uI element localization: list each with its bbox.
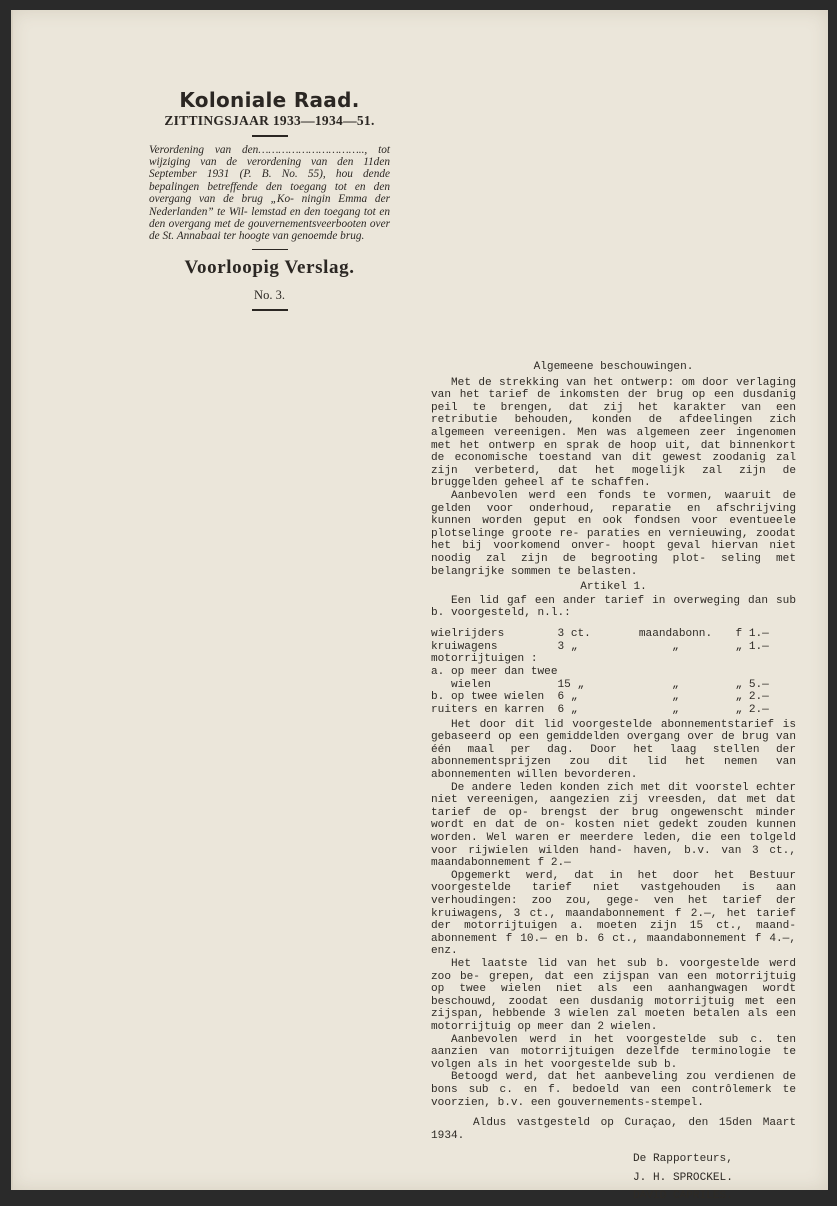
signature-line: DAVID CAPRILES. [633,1190,733,1203]
rate-table [431,628,796,717]
document-page [11,10,828,1203]
rate-fee [728,653,797,666]
session-year: ZITTINGSJAAR 1933—1934—51. [164,113,375,128]
rate-price: 15 „ [557,678,585,691]
paragraph: Het door dit lid voorgestelde abonnementstarief is gebaseerd op een gemiddelden overgang over de brug van één maal per dag. Door het laag stellen der abonnementsprijzen zou dit lid het nemen van abonnementen willen bevorderen. [431,718,796,782]
rate-fee: f 1.— [735,627,769,640]
council-title: Koloniale Raad. [179,88,360,112]
document-header [147,88,392,318]
rate-item: b. op twee wielen [431,691,545,704]
closing-line: Aldus vastgesteld op Curaçao, den 15den Maart 1934. [431,1117,796,1142]
rate-row [431,641,796,654]
rate-price: 3 „ [557,640,578,653]
rate-period: maandabonn. [638,627,713,640]
rate-price [558,653,624,666]
paragraph: Opgemerkt werd, dat in het door het Bestuur voorgestelde tarief niet vastgehouden is aan verhoudingen: zoo zou, gege- ven het tarief der kruiwagens, 3 ct., maandabonnement f 2.—, het tarief der motorrijtuigen a. moeten zijn 15 ct., maand- abonnement f 10.— en b. 6 ct., maandabonnement f 4.—, enz. [431,869,796,958]
rate-row [431,679,796,692]
paragraph: Aanbevolen werd een fonds te vormen, waaruit de gelden voor onderhoud, reparatie en afschrijving kunnen worden geput en ook fondsen voor eventueele plotselinge groote re- paraties en vernieuwing, zoodat het bij voorkomend onver- hoopt geval hiervan niet noodig zal zijn de begrooting plot- seling met belangrijke sommen te belasten. [431,489,796,578]
rate-row [431,691,796,704]
rate-price: 6 „ [557,691,578,704]
page-fold [11,10,13,1190]
rate-fee: „ 2.— [735,691,769,704]
rate-price: 6 „ [557,704,578,716]
rate-period: „ [672,678,679,691]
rate-period [624,666,728,679]
section-heading: Algemeene beschouwingen. [533,361,694,373]
rate-period: „ [672,704,679,716]
report-title: Voorloopig Verslag. [184,257,355,279]
report-number: No. 3. [254,288,285,303]
paragraph: Aanbevolen werd in het voorgestelde sub c. ten aanzien van motorrijtuigen dezelfde terminologie te volgen als in het voorgestelde sub b. [431,1033,796,1071]
rate-item: ruiters en karren [431,704,545,716]
signature-line: J. H. SPROCKEL. [633,1171,733,1184]
divider [252,249,288,251]
paragraph: De andere leden konden zich met dit voorstel echter niet vereenigen, aangezien zij vreesden, dat met dat tarief de op- brengst der brug ongewenscht minder wordt en dat de on- kosten niet gedekt zouden kunnen worden. Wel waren er meerdere leden, die een tolgeld voor rijwielen wilden hand- haven, b.v. van 3 ct., maandabonnement f 2.— [431,781,796,870]
rate-fee: „ 5.— [735,678,769,691]
article-heading: Artikel 1. [580,581,647,594]
report-body [431,361,796,1206]
signature-block [633,1150,796,1206]
rate-fee: „ 2.— [735,704,769,716]
rate-period: „ [672,691,679,704]
rate-price: 3 ct. [557,627,591,640]
rate-row [431,704,796,717]
rate-period: „ [672,640,679,653]
rate-fee [728,666,797,679]
divider [252,135,288,137]
ordinance-description: Verordening van den………………………….., tot wijziging van de verordening van den 11den September 1931 (P. B. No. 55), hou dende bepalingen betreffende den toegang tot en den overgang van de brug „Ko- ningin Emma der Nederlanden” te Wil- lemstad en den toegang tot en den overgang met de gouvernementsveerbooten over de St. Annabaai ter hoogte van genoemde brug. [149,143,390,243]
rate-fee: „ 1.— [735,640,769,653]
rate-row [431,628,796,641]
paragraph: Betoogd werd, dat het aanbeveling zou verdienen de bons sub c. en f. bedoeld van een contrôlemerk te voorzien, b.v. een gouvernements-stempel. [431,1071,796,1109]
paragraph: Het laatste lid van het sub b. voorgestelde werd zoo be- grepen, dat een zijspan van een motorrijtuig op twee wielen niet als een aanhangwagen wordt beschouwd, zoodat een dusdanig motorrijtuig met een zijspan, hebbende 3 wielen zal moeten betalen als een motorrijtuig op meer dan 2 wielen. [431,957,796,1033]
rate-item: wielen [431,678,491,691]
rate-item: kruiwagens [431,640,498,653]
paragraph: Met de strekking van het ontwerp: om door verlaging van het tarief de inkomsten der brug op een dusdanig peil te brengen, dat zij het karakter van een retributie behouden, konden de afdeelingen zich algemeen vereenigen. Men was algemeen zeer ingenomen met het ontwerp en sprak de hoop uit, dat binnenkort de economische toestand van dit gewest zoodanig zal zijn verbeterd, dat het mogelijk zal zijn de bruggelden geheel af te schaffen. [431,376,796,490]
signature-line: De Rapporteurs, [633,1153,733,1166]
divider [252,309,288,311]
rate-item: motorrijtuigen : [431,653,538,666]
rate-row [431,666,796,679]
rate-item: wielrijders [431,627,505,640]
rate-item: a. op meer dan twee [431,665,558,678]
rate-price [558,666,624,679]
paragraph: Een lid gaf een ander tarief in overweging dan sub b. voorgesteld, n.l.: [431,594,796,620]
rate-row [431,653,796,666]
rate-period [624,653,728,666]
